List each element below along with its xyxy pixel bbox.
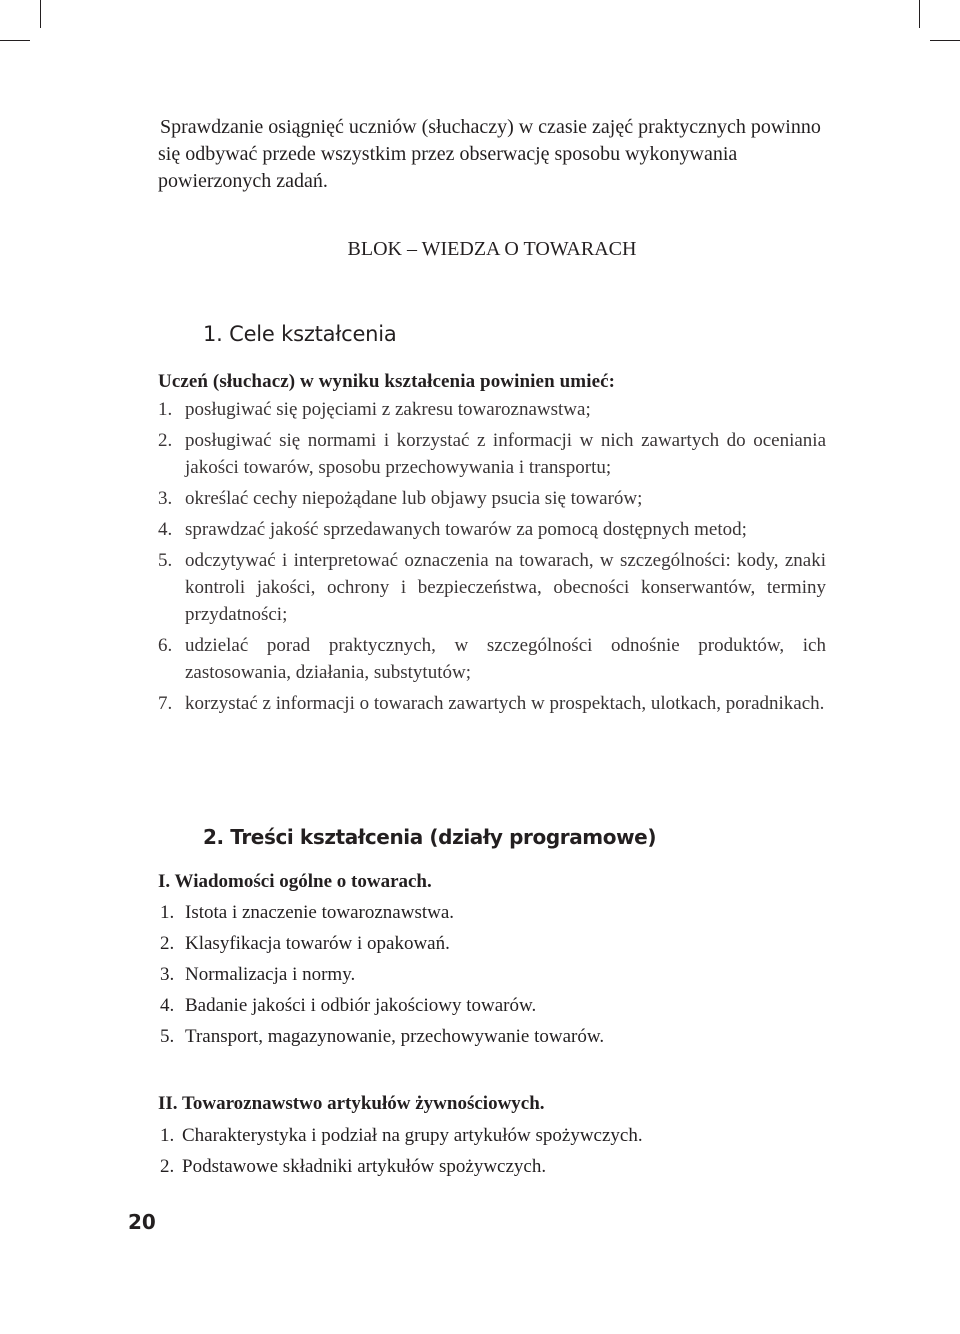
list-item <box>158 547 826 628</box>
item-text: Charakterystyka i podział na grupy artykułów spożywczych. <box>182 1125 643 1146</box>
item-number: 4. <box>158 519 173 540</box>
list-item <box>160 959 800 990</box>
block-title: BLOK – WIEDZA O TOWARACH <box>347 238 637 260</box>
item-text: Badanie jakości i odbiór jakościowy towarów. <box>185 995 537 1016</box>
section-heading-goals: 1. Cele kształcenia <box>203 322 397 346</box>
item-number: 7. <box>158 693 173 714</box>
item-number: 1. <box>160 902 175 923</box>
list-item <box>160 897 800 928</box>
item-number: 5. <box>160 1026 175 1047</box>
list-item <box>160 1151 800 1182</box>
list-item <box>158 396 826 423</box>
item-text: sprawdzać jakość sprzedawanych towarów za pomocą dostępnych metod; <box>185 519 747 540</box>
section-heading-contents: 2. Treści kształcenia (działy programowe) <box>203 825 657 849</box>
goals-list <box>158 396 826 721</box>
group-title-general: I. Wiadomości ogólne o towarach. <box>158 871 432 892</box>
list-item <box>158 427 826 481</box>
item-text: Podstawowe składniki artykułów spożywczych. <box>182 1156 547 1177</box>
crop-mark-right <box>930 40 960 41</box>
topics-list-food <box>160 1120 800 1182</box>
crop-mark-top-left <box>40 0 41 28</box>
goals-lead: Uczeń (słuchacz) w wyniku kształcenia powinien umieć: <box>158 371 616 392</box>
item-text: Normalizacja i normy. <box>185 964 356 985</box>
crop-mark-left <box>0 40 30 41</box>
list-item <box>158 485 826 512</box>
item-text: odczytywać i interpretować oznaczenia na towarach, w szczególności: kody, znaki kontroli jakości, ochrony i bezpieczeństwa, obecności konserwantów, terminy przydatności; <box>185 550 826 625</box>
list-item <box>158 516 826 543</box>
item-number: 6. <box>158 635 173 656</box>
item-text: Transport, magazynowanie, przechowywanie towarów. <box>185 1026 605 1047</box>
page-number: 20 <box>128 1210 156 1234</box>
item-number: 4. <box>160 995 175 1016</box>
item-number: 5. <box>158 550 173 571</box>
group-title-food: II. Towaroznawstwo artykułów żywnościowych. <box>158 1093 545 1114</box>
intro-paragraph: Sprawdzanie osiągnięć uczniów (słuchaczy) w czasie zajęć praktycznych powinno się odbywać przede wszystkim przez obserwację sposobu wykonywania powierzonych zadań. <box>158 116 821 192</box>
item-number: 3. <box>160 964 175 985</box>
item-text: posługiwać się pojęciami z zakresu towaroznawstwa; <box>185 399 591 420</box>
item-number: 2. <box>160 933 175 954</box>
list-item <box>160 1120 800 1151</box>
list-item <box>160 928 800 959</box>
list-item <box>160 990 800 1021</box>
item-number: 3. <box>158 488 173 509</box>
list-item <box>158 632 826 686</box>
item-text: Istota i znaczenie towaroznawstwa. <box>185 902 455 923</box>
item-number: 1. <box>158 399 173 420</box>
item-number: 1. <box>160 1125 175 1146</box>
item-text: Klasyfikacja towarów i opakowań. <box>185 933 450 954</box>
item-text: posługiwać się normami i korzystać z informacji w nich zawartych do oceniania jakości towarów, sposobu przechowywania i transportu; <box>185 430 826 478</box>
list-item <box>158 690 826 717</box>
list-item <box>160 1021 800 1052</box>
crop-mark-top-right <box>919 0 920 28</box>
item-text: korzystać z informacji o towarach zawartych w prospektach, ulotkach, poradnikach. <box>185 693 825 714</box>
item-number: 2. <box>158 430 173 451</box>
item-text: udzielać porad praktycznych, w szczególności odnośnie produktów, ich zastosowania, działania, substytutów; <box>185 635 826 683</box>
topics-list-general <box>160 897 800 1052</box>
item-number: 2. <box>160 1156 175 1177</box>
item-text: określać cechy niepożądane lub objawy psucia się towarów; <box>185 488 643 509</box>
